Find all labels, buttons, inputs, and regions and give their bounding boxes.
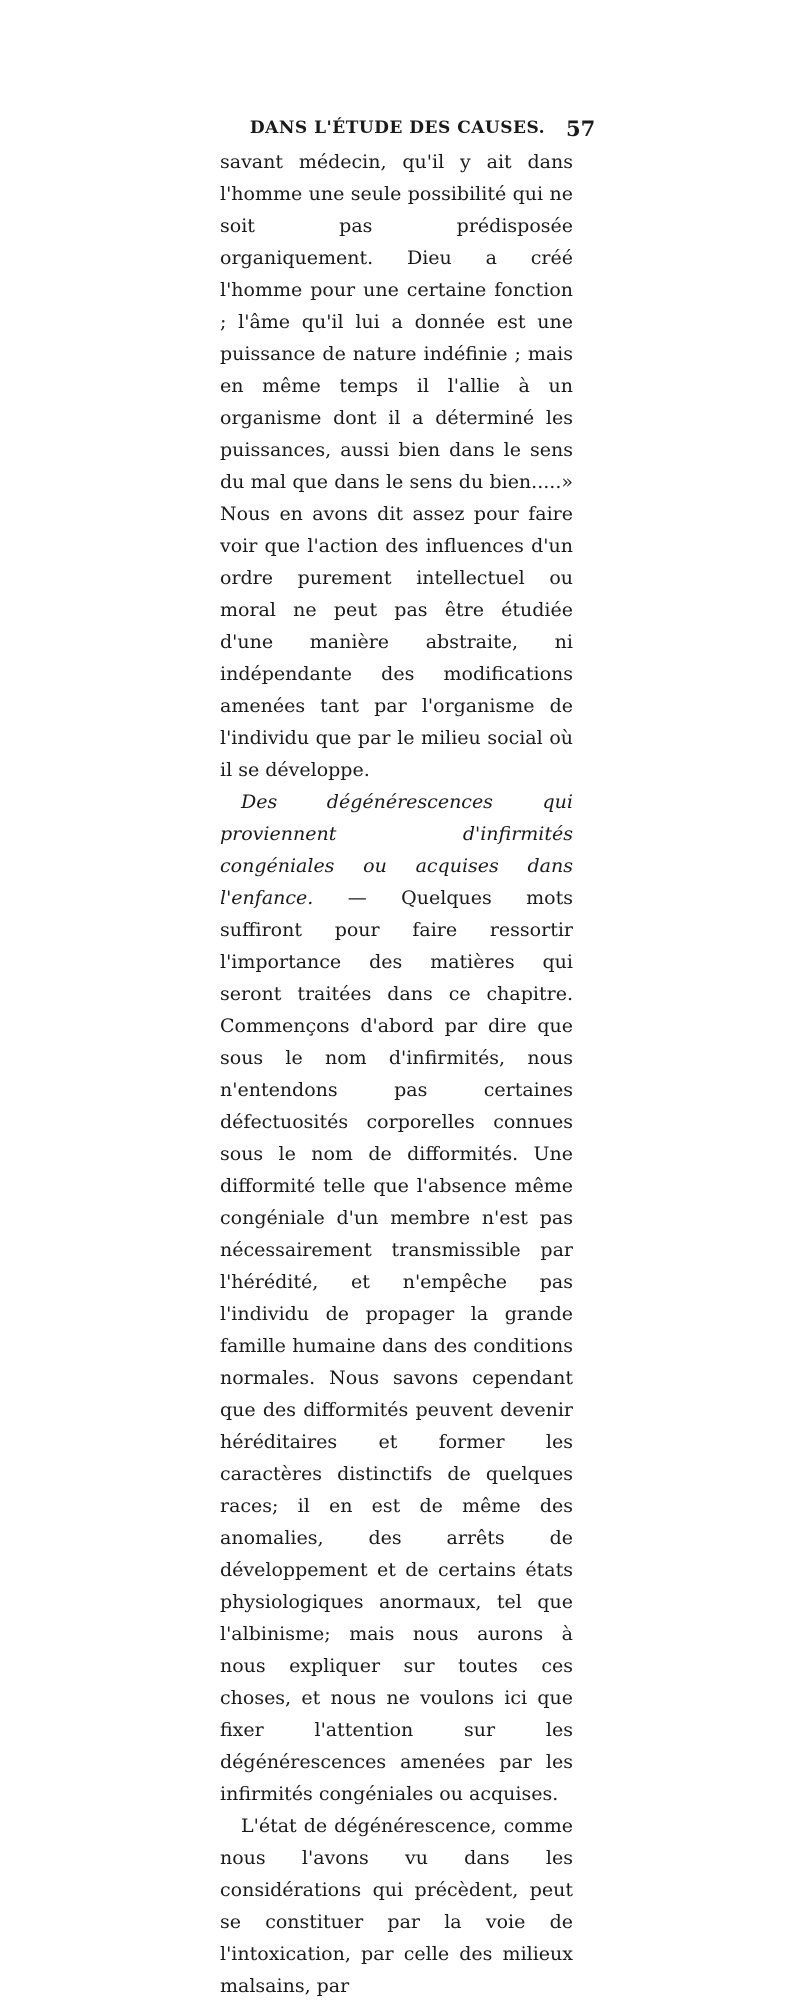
paragraph-2 [220, 786, 573, 1810]
body-text [220, 146, 573, 2002]
paragraph-3: L'état de dégénérescence, comme nous l'avons vu dans les considérations qui précèdent, peut se constituer par la voie de l'intoxication, par celle des milieux malsains, par [220, 1815, 573, 1997]
running-title: DANS L'ÉTUDE DES CAUSES. [249, 118, 546, 138]
paragraph-2-body: — Quelques mots suffiront pour faire ressortir l'importance des matières qui seront traitées dans ce chapitre. Commençons d'abord par dire que sous le nom d'infirmités, nous n'entendons pas certaines défectuosités corporelles connues sous le nom de difformités. Une difformité telle que l'absence même congéniale d'un membre n'est pas nécessairement transmissible par l'hérédité, et n'empêche pas l'individu de propager la grande famille humaine dans des conditions normales. Nous savons cependant que des difformités peuvent devenir héréditaires et former les caractères distinctifs de quelques races; il en est de même des anomalies, des arrêts de développement et de certains états physiologiques anormaux, tel que l'albinisme; mais nous aurons à nous expliquer sur toutes ces choses, et nous ne voulons ici que fixer l'attention sur les dégénérescences amenées par les infirmités congéniales ou acquises. [220, 887, 573, 1805]
section-heading: Des dégénérescences qui proviennent d'infirmités congéniales ou acquises dans l'enfance. [220, 791, 573, 909]
page-number: 57 [566, 116, 596, 141]
paragraph-1: savant médecin, qu'il y ait dans l'homme une seule possibilité qui ne soit pas prédisposée organiquement. Dieu a créé l'homme pour une certaine fonction ; l'âme qu'il lui a donnée est une puissance de nature indéfinie ; mais en même temps il l'allie à un organisme dont il a déterminé les puissances, aussi bien dans le sens du mal que dans le sens du bien.....» Nous en avons dit assez pour faire voir que l'action des influences d'un ordre purement intellectuel ou moral ne peut pas être étudiée d'une manière abstraite, ni indépendante des modifications amenées tant par l'organisme de l'individu que par le milieu social où il se développe. [220, 151, 573, 781]
